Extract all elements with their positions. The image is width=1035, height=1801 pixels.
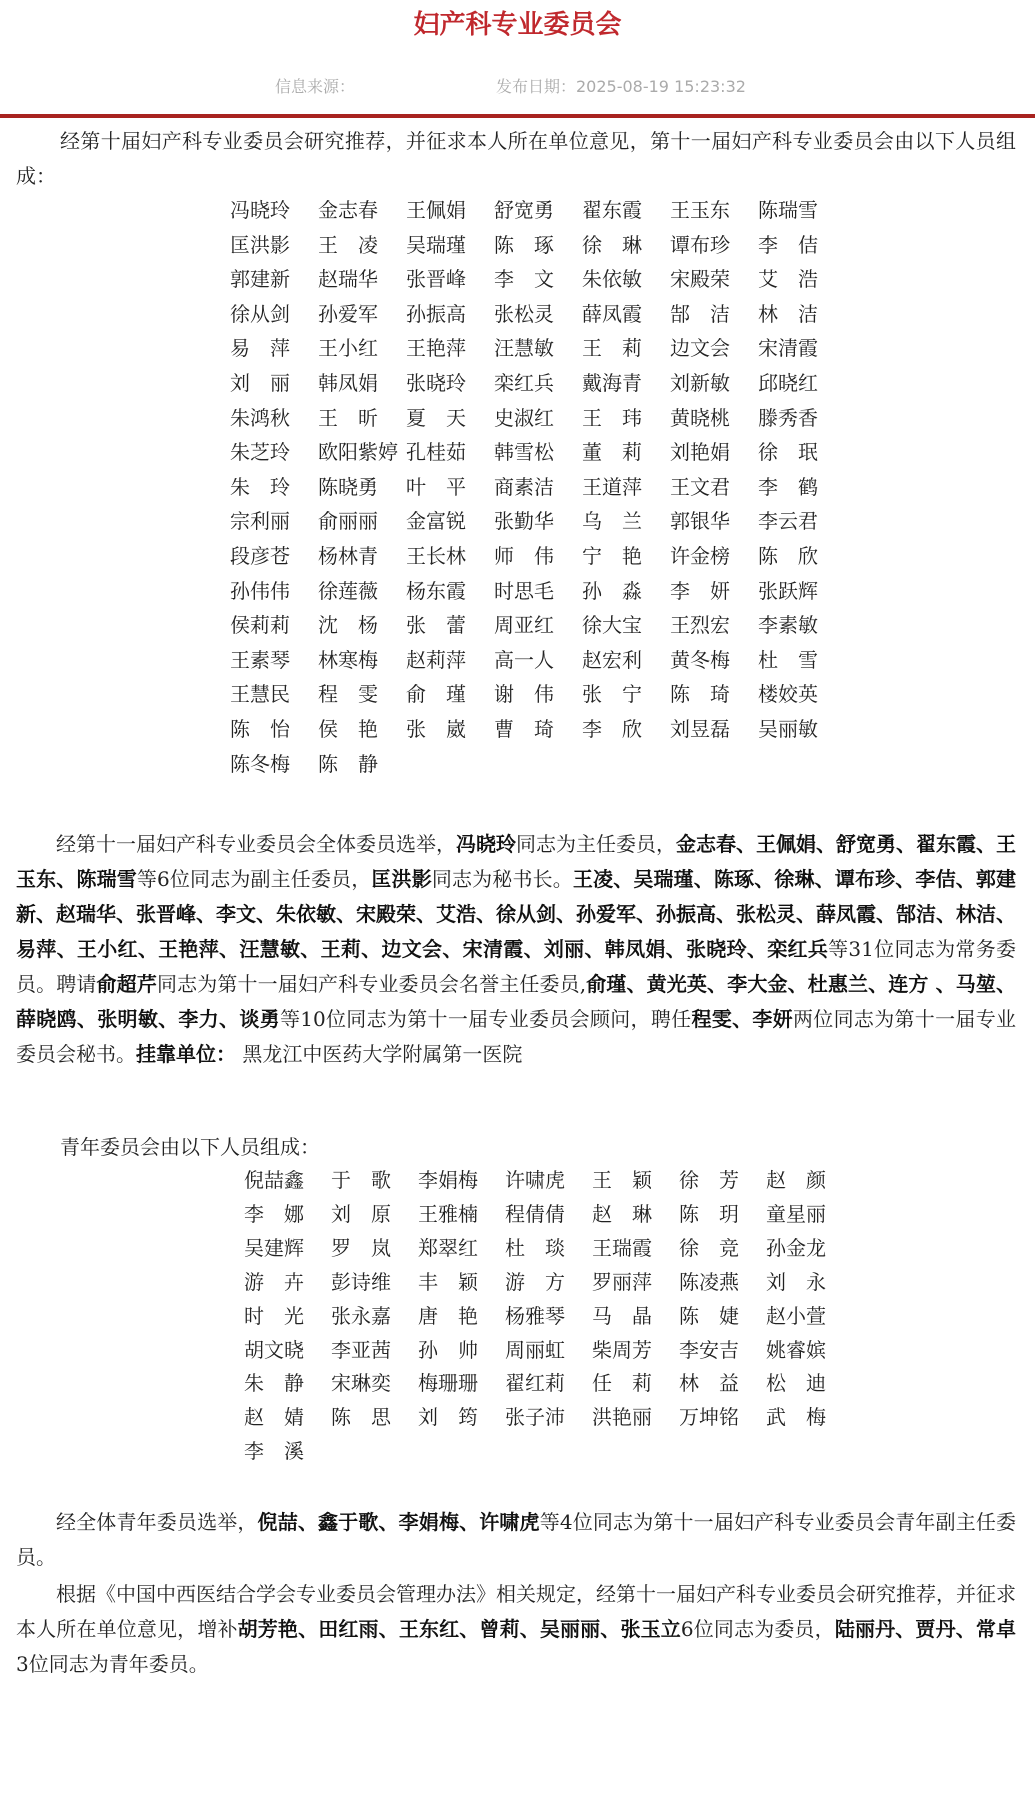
member-name: 谢伟 — [494, 682, 574, 707]
member-name: 刘丽 — [230, 370, 310, 395]
youth-member-name: 杨雅琴 — [505, 1303, 565, 1328]
youth-members-list — [244, 1164, 853, 1469]
youth-member-name: 林益 — [679, 1371, 759, 1396]
supplement-text: 3位同志为青年委员。 — [16, 1652, 209, 1676]
youth-member-name: 孙金龙 — [766, 1235, 826, 1260]
member-name: 边文会 — [670, 336, 730, 361]
member-name: 赵莉萍 — [406, 647, 466, 672]
member-name: 孙淼 — [582, 578, 662, 603]
election-text: 两位同志为第十一届专业委员会秘书。 — [16, 1007, 1017, 1066]
election-paragraph — [16, 827, 1016, 1072]
member-name: 赵宏利 — [582, 647, 642, 672]
member-name: 陈静 — [318, 751, 398, 776]
member-name: 易萍 — [230, 336, 310, 361]
member-name: 朱鸿秋 — [230, 405, 290, 430]
member-name: 王道萍 — [582, 474, 642, 499]
page-title: 妇产科专业委员会 — [413, 10, 622, 40]
member-name: 吴瑞瑾 — [406, 232, 466, 257]
youth-member-name: 姚睿嫔 — [766, 1337, 826, 1362]
member-name: 张崴 — [406, 716, 486, 741]
member-name: 刘昱磊 — [670, 716, 730, 741]
member-name: 张跃辉 — [758, 578, 818, 603]
youth-member-name: 刘筠 — [418, 1405, 498, 1430]
election-text: 等31位同志为常务委员。聘请 — [16, 937, 1016, 996]
member-name: 商素洁 — [494, 474, 554, 499]
member-name: 陈冬梅 — [230, 751, 290, 776]
member-name: 俞丽丽 — [318, 509, 378, 534]
advisor-names: 俞瑾、黄光英、李大金、杜惠兰、连方 、马堃、薛晓鸥、张明敏、李力、谈勇 — [16, 972, 1017, 1031]
member-name: 朱玲 — [230, 474, 310, 499]
youth-election-text: 经全体青年委员选举， — [56, 1510, 258, 1534]
intro-paragraph: 经第十届妇产科专业委员会研究推荐，并征求本人所在单位意见，第十一届妇产科专业委员会由以下人员组成： — [16, 129, 1016, 188]
member-name: 陈瑞雪 — [758, 198, 818, 222]
member-name: 杨林青 — [318, 543, 378, 568]
member-name: 林寒梅 — [318, 647, 378, 672]
member-name: 程雯 — [318, 682, 398, 707]
election-text: 同志为秘书长。 — [431, 867, 573, 891]
member-name: 孙振高 — [406, 301, 466, 326]
member-name: 王素琴 — [230, 647, 290, 672]
youth-member-name: 罗丽萍 — [592, 1269, 652, 1294]
member-name: 师伟 — [494, 543, 574, 568]
election-text: 经第十一届妇产科专业委员会全体委员选举， — [56, 832, 456, 856]
member-name: 冯晓玲 — [230, 198, 290, 222]
youth-member-name: 李娜 — [244, 1201, 324, 1226]
member-name: 张蕾 — [406, 613, 486, 638]
member-name: 李云君 — [758, 509, 818, 534]
youth-member-name: 周丽虹 — [505, 1337, 565, 1362]
member-name: 滕秀香 — [758, 405, 818, 430]
standing-member-names: 王凌、吴瑞瑾、陈琢、徐琳、谭布珍、李佶、郭建新、赵瑞华、张晋峰、李文、朱依敏、宋殿荣、艾浩、徐从剑、孙爱军、孙振高、张松灵、薛凤霞、郜洁、林洁、易萍、王小红、王艳萍、汪慧敏、王莉、边文会、宋清霞、刘丽、韩凤娟、张晓玲、栾红兵 — [16, 867, 1017, 961]
member-name: 王烈宏 — [670, 613, 730, 638]
youth-member-name: 童星丽 — [766, 1201, 826, 1226]
member-name: 刘艳娟 — [670, 440, 730, 465]
election-text: 等6位同志为副主任委员， — [136, 867, 372, 891]
youth-intro: 青年委员会由以下人员组成： — [60, 1135, 320, 1159]
member-name: 黄晓桃 — [670, 405, 730, 430]
youth-member-name: 马晶 — [592, 1303, 672, 1328]
supplement-paragraph — [16, 1577, 1016, 1682]
member-name: 王凌 — [318, 232, 398, 257]
youth-member-name: 翟红莉 — [505, 1371, 565, 1396]
member-name: 戴海青 — [582, 370, 642, 395]
member-name: 孙爱军 — [318, 301, 378, 326]
youth-member-name: 王瑞霞 — [592, 1235, 652, 1260]
member-name: 舒宽勇 — [494, 198, 554, 222]
youth-member-name: 倪喆鑫 — [244, 1168, 304, 1192]
youth-member-name: 游卉 — [244, 1269, 324, 1294]
supplement-text: 6位同志为委员， — [680, 1617, 835, 1641]
youth-election-paragraph — [16, 1505, 1016, 1575]
youth-member-name: 刘永 — [766, 1269, 846, 1294]
member-name: 杜雪 — [758, 647, 838, 672]
youth-member-name: 松迪 — [766, 1371, 846, 1396]
youth-member-name: 吴建辉 — [244, 1235, 304, 1260]
member-name: 宋殿荣 — [670, 267, 730, 292]
member-name: 吴丽敏 — [758, 716, 818, 741]
member-name: 夏天 — [406, 405, 486, 430]
youth-member-name: 唐艳 — [418, 1303, 498, 1328]
member-name: 曹琦 — [494, 716, 574, 741]
member-name: 陈琢 — [494, 232, 574, 257]
member-name: 王莉 — [582, 336, 662, 361]
youth-member-name: 时光 — [244, 1303, 324, 1328]
election-text: 同志为主任委员， — [516, 832, 676, 856]
youth-member-name: 万坤铭 — [679, 1405, 739, 1430]
member-name: 金富锐 — [406, 509, 466, 534]
member-name: 李文 — [494, 267, 574, 292]
supplement-youth-names: 陆丽丹、贾丹、常卓 — [834, 1617, 1017, 1641]
member-name: 李佶 — [758, 232, 838, 257]
member-name: 李鹤 — [758, 474, 838, 499]
supplement-member-names: 胡芳艳、田红雨、王东红、曾莉、吴丽丽、张玉立 — [237, 1617, 681, 1641]
member-name: 徐珉 — [758, 440, 838, 465]
youth-member-name: 李溪 — [244, 1439, 324, 1464]
youth-member-name: 柴周芳 — [592, 1337, 652, 1362]
youth-member-name: 朱静 — [244, 1371, 324, 1396]
member-name: 张宁 — [582, 682, 662, 707]
member-name: 翟东霞 — [582, 198, 642, 222]
youth-member-name: 孙帅 — [418, 1337, 498, 1362]
youth-election-text: 等4位同志为第十一届妇产科专业委员会青年副主任委员。 — [16, 1510, 1016, 1569]
member-name: 李欣 — [582, 716, 662, 741]
member-name: 徐从剑 — [230, 301, 290, 326]
youth-member-name: 张永嘉 — [331, 1303, 391, 1328]
member-name: 徐大宝 — [582, 613, 642, 638]
youth-member-name: 梅珊珊 — [418, 1371, 478, 1396]
youth-member-name: 罗岚 — [331, 1235, 411, 1260]
member-name: 楼姣英 — [758, 682, 818, 707]
member-name: 许金榜 — [670, 543, 730, 568]
member-name: 杨东霞 — [406, 578, 466, 603]
youth-member-name: 武梅 — [766, 1405, 846, 1430]
secretary-general-name: 匡洪影 — [371, 867, 432, 891]
election-text: 同志为第十一届妇产科专业委员会名誉主任委员, — [156, 972, 587, 996]
member-name: 张晓玲 — [406, 370, 466, 395]
member-name: 韩雪松 — [494, 440, 554, 465]
supplement-text: 根据《中国中西医结合学会专业委员会管理办法》相关规定，经第十一届妇产科专业委员会研究推荐，并征求本人所在单位意见，增补 — [16, 1582, 1016, 1641]
member-name: 郭建新 — [230, 267, 290, 292]
host-unit-label: 挂靠单位： — [136, 1042, 236, 1066]
youth-member-name: 于歌 — [331, 1168, 411, 1192]
member-name: 俞瑾 — [406, 682, 486, 707]
member-name: 郭银华 — [670, 509, 730, 534]
youth-member-name: 程倩倩 — [505, 1201, 565, 1226]
members-list — [230, 193, 846, 781]
youth-member-name: 李安吉 — [679, 1337, 739, 1362]
member-name: 欧阳紫婷 — [318, 440, 398, 465]
youth-member-name: 陈玥 — [679, 1201, 759, 1226]
member-name: 栾红兵 — [494, 370, 554, 395]
member-name: 谭布珍 — [670, 232, 730, 257]
youth-member-name: 刘原 — [331, 1201, 411, 1226]
youth-member-name: 徐竞 — [679, 1235, 759, 1260]
youth-vice-chair-names: 倪喆、鑫于歌、李娟梅、许啸虎 — [257, 1510, 540, 1534]
member-name: 侯莉莉 — [230, 613, 290, 638]
member-name: 叶平 — [406, 474, 486, 499]
youth-member-name: 陈婕 — [679, 1303, 759, 1328]
member-name: 宗利丽 — [230, 509, 290, 534]
member-name: 邱晓红 — [758, 370, 818, 395]
member-name: 陈欣 — [758, 543, 838, 568]
member-name: 刘新敏 — [670, 370, 730, 395]
member-name: 朱芝玲 — [230, 440, 290, 465]
member-name: 汪慧敏 — [494, 336, 554, 361]
member-name: 徐琳 — [582, 232, 662, 257]
member-name: 韩凤娟 — [318, 370, 378, 395]
member-name: 王小红 — [318, 336, 378, 361]
member-name: 周亚红 — [494, 613, 554, 638]
youth-member-name: 彭诗维 — [331, 1269, 391, 1294]
youth-member-name: 陈凌燕 — [679, 1269, 739, 1294]
host-unit-name: 黑龙江中医药大学附属第一医院 — [236, 1042, 523, 1066]
youth-member-name: 杜琰 — [505, 1235, 585, 1260]
youth-member-name: 王雅楠 — [418, 1201, 478, 1226]
member-name: 段彦苍 — [230, 543, 290, 568]
youth-member-name: 游方 — [505, 1269, 585, 1294]
member-name: 艾浩 — [758, 267, 838, 292]
member-name: 孔桂茹 — [406, 440, 466, 465]
honorary-chair-name: 俞超芹 — [96, 972, 157, 996]
youth-member-name: 李娟梅 — [418, 1168, 478, 1192]
member-name: 匡洪影 — [230, 232, 290, 257]
member-name: 林洁 — [758, 301, 838, 326]
member-name: 史淑红 — [494, 405, 554, 430]
member-name: 宁艳 — [582, 543, 662, 568]
member-name: 陈晓勇 — [318, 474, 378, 499]
member-name: 乌兰 — [582, 509, 662, 534]
youth-member-name: 赵颜 — [766, 1168, 846, 1192]
member-name: 王玮 — [582, 405, 662, 430]
member-name: 陈琦 — [670, 682, 750, 707]
member-name: 王佩娟 — [406, 198, 466, 222]
youth-member-name: 李亚茜 — [331, 1337, 391, 1362]
member-name: 宋清霞 — [758, 336, 818, 361]
member-name: 徐莲薇 — [318, 578, 378, 603]
member-name: 孙伟伟 — [230, 578, 290, 603]
member-name: 王长林 — [406, 543, 466, 568]
member-name: 张勤华 — [494, 509, 554, 534]
youth-member-name: 宋琳奕 — [331, 1371, 391, 1396]
member-name: 高一人 — [494, 647, 554, 672]
youth-member-name: 赵小萱 — [766, 1303, 826, 1328]
member-name: 朱依敏 — [582, 267, 642, 292]
member-name: 郜洁 — [670, 301, 750, 326]
youth-member-name: 赵婧 — [244, 1405, 324, 1430]
member-name: 王昕 — [318, 405, 398, 430]
member-name: 张晋峰 — [406, 267, 466, 292]
youth-member-name: 任莉 — [592, 1371, 672, 1396]
youth-member-name: 张子沛 — [505, 1405, 565, 1430]
member-name: 金志春 — [318, 198, 378, 222]
member-name: 王慧民 — [230, 682, 290, 707]
member-name: 黄冬梅 — [670, 647, 730, 672]
title-divider — [0, 114, 1035, 118]
youth-member-name: 胡文晓 — [244, 1337, 304, 1362]
youth-member-name: 洪艳丽 — [592, 1405, 652, 1430]
youth-member-name: 陈思 — [331, 1405, 411, 1430]
youth-member-name: 郑翠红 — [418, 1235, 478, 1260]
member-name: 赵瑞华 — [318, 267, 378, 292]
member-name: 王玉东 — [670, 198, 730, 222]
member-name: 李妍 — [670, 578, 750, 603]
election-text: 等10位同志为第十一届专业委员会顾问，聘任 — [279, 1007, 692, 1031]
youth-member-name: 赵琳 — [592, 1201, 672, 1226]
youth-member-name: 许啸虎 — [505, 1168, 565, 1192]
member-name: 陈怡 — [230, 716, 310, 741]
member-name: 王艳萍 — [406, 336, 466, 361]
member-name: 李素敏 — [758, 613, 818, 638]
member-name: 侯艳 — [318, 716, 398, 741]
youth-member-name: 丰颖 — [418, 1269, 498, 1294]
youth-member-name: 徐芳 — [679, 1168, 759, 1192]
member-name: 董莉 — [582, 440, 662, 465]
publish-date: 发布日期：2025-08-19 15:23:32 — [496, 77, 746, 96]
member-name: 张松灵 — [494, 301, 554, 326]
member-name: 沈杨 — [318, 613, 398, 638]
secretary-names: 程雯、李妍 — [691, 1007, 793, 1031]
vice-chair-names: 金志春、王佩娟、舒宽勇、翟东霞、王玉东、陈瑞雪 — [16, 832, 1016, 891]
member-name: 薛凤霞 — [582, 301, 642, 326]
youth-member-name: 王颖 — [592, 1168, 672, 1192]
chair-name: 冯晓玲 — [456, 832, 516, 856]
member-name: 王文君 — [670, 474, 730, 499]
info-source: 信息来源： — [275, 77, 356, 96]
member-name: 时思毛 — [494, 578, 554, 603]
